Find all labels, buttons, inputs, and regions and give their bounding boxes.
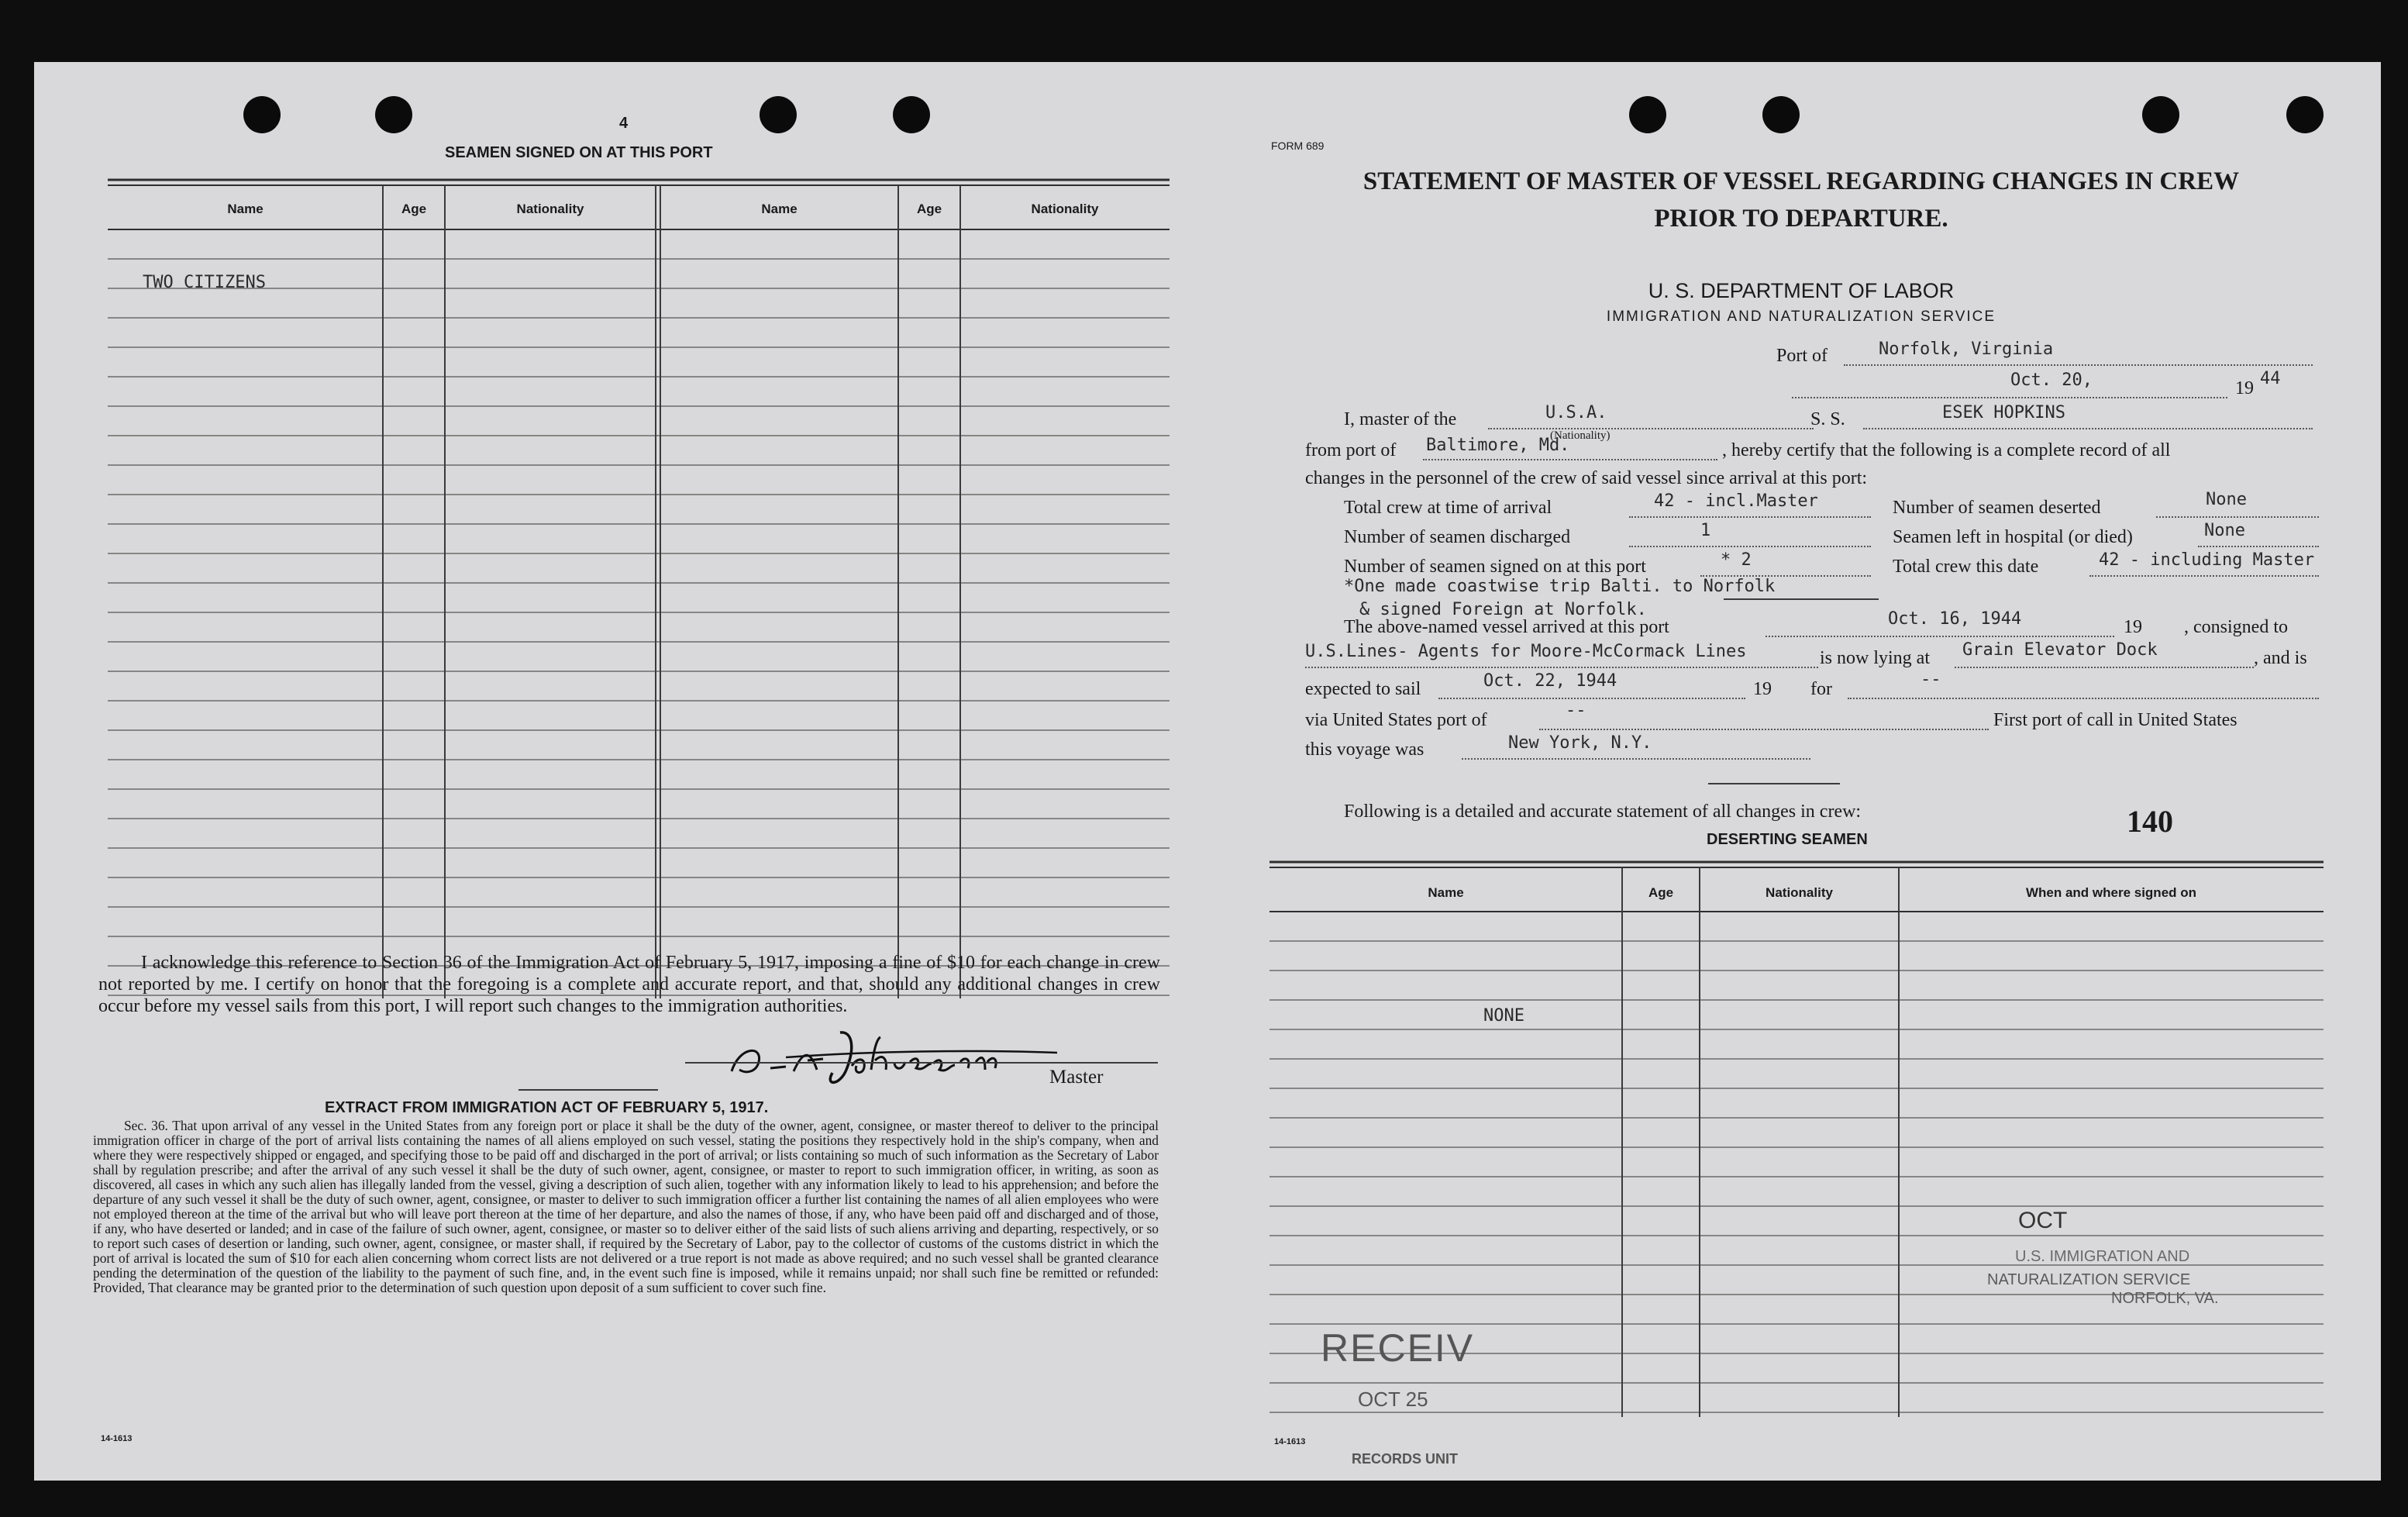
from-port-label: from port of bbox=[1305, 440, 1397, 460]
following-text: Following is a detailed and accurate statement of all changes in crew: bbox=[1344, 802, 1862, 822]
lying-label: is now lying at bbox=[1820, 648, 1930, 668]
expected-line bbox=[1438, 698, 1745, 699]
via-value: -- bbox=[1566, 701, 1586, 720]
extract-text: Sec. 36. That upon arrival of any vessel in the United States from any foreign port or place it shall be the duty of the owner, agent, consignee, or master thereof to deliver to the principal immigration officer in charge of the port of arrival lists containing the names of all aliens employed on such vessel, stating the positions they respectively hold in the ship's company, when and where they were respectively shipped or engaged, and specifying those to be paid off and discharged in the port of arrival; or lists containing so much of such information as the Secretary of Labor shall by regulation prescribe; and after the arrival of any such vessel it shall be the duty of such owner, agent, consignee, or master to report to such immigration officer, in writing, as soon as discovered, all cases in which any such alien has illegally landed from the vessel, giving a description of such alien, together with any information likely to lead to his apprehension; and before the departure of any such vessel it shall be the duty of such owner, agent, consignee, or master to deliver to such immigration officer a further list containing the names of all alien employees who were not employed thereon at the time of the arrival but who will leave port thereon at the time of her departure, and also the names of those, if any, who have been paid off and discharged and of those, if any, who have deserted or landed; and in case of the failure of such owner, agent, consignee, or master so to deliver either of the said lists of such aliens arriving and departing, respectively, or so to report such cases of desertion or landing, such owner, agent, consignee, or master shall, if required by the Secretary of Labor, pay to the collector of customs of the customs district in which the port of arrival is located the sum of $10 for each alien concerning whom correct lists are not delivered or a true report is not made as above required; and no such vessel shall be granted clearance pending the determination of the question of the liability to the payment of such fine, and, in the event such fine is imposed, while it remains unpaid; nor shall such fine be remitted or refunded: Provided, That clearance may be granted prior to the determination of such question upon deposit of a sum sufficient to cover such fine. bbox=[93, 1118, 1159, 1295]
certify-text-2: changes in the personnel of the crew of said vessel since arrival at this port: bbox=[1305, 468, 1868, 488]
note-underline bbox=[1724, 598, 1879, 600]
service-stamp-line-1: U.S. IMMIGRATION AND bbox=[2015, 1248, 2190, 1265]
note-line-2: & signed Foreign at Norfolk. bbox=[1359, 600, 1647, 619]
signed-on-table-grid bbox=[108, 178, 1170, 1000]
service-stamp-line-2: NATURALIZATION SERVICE bbox=[1987, 1271, 2191, 1288]
lying-line bbox=[1955, 667, 2254, 668]
received-stamp: RECEIV bbox=[1321, 1326, 1475, 1370]
arrived-label: The above-named vessel arrived at this port bbox=[1344, 617, 1669, 637]
from-port-line bbox=[1423, 459, 1717, 460]
acknowledgment-text: I acknowledge this reference to Section 36 of the Immigration Act of February 5, 1917, imposing a fine of $10 for each change in crew not reported by me. I certify on honor that the foregoing is a complete and accurate report, and that, should any additional changes in crew occur before my vessel sails from this port, I will report such changes to the immigration authorities. bbox=[98, 953, 1160, 1016]
total-crew-date-value: 42 - including Master bbox=[2099, 550, 2315, 570]
date-stamp: OCT bbox=[2018, 1208, 2068, 1233]
divider bbox=[518, 1089, 658, 1091]
section-title: SEAMEN SIGNED ON AT THIS PORT bbox=[445, 144, 713, 161]
page-number: 4 bbox=[619, 115, 629, 132]
punch-hole bbox=[2142, 96, 2179, 133]
hospital-label: Seamen left in hospital (or died) bbox=[1893, 527, 2133, 547]
records-unit-stamp: RECORDS UNIT bbox=[1352, 1451, 1459, 1467]
date-line bbox=[1792, 397, 2227, 398]
total-crew-date-label: Total crew this date bbox=[1893, 557, 2039, 577]
master-label: Master bbox=[1049, 1067, 1104, 1088]
discharged-line bbox=[1629, 546, 1871, 547]
total-crew-arrival-label: Total crew at time of arrival bbox=[1344, 498, 1552, 518]
discharged-value: 1 bbox=[1700, 521, 1711, 540]
port-of-value: Norfolk, Virginia bbox=[1879, 340, 2054, 359]
col-header-age-2: Age bbox=[916, 202, 942, 216]
signature-line bbox=[685, 1062, 1158, 1064]
first-port-label: First port of call in United States bbox=[1993, 710, 2237, 730]
signed-on-value: * 2 bbox=[1721, 550, 1752, 570]
nationality-caption: (Nationality) bbox=[1550, 429, 1611, 442]
deserted-value: None bbox=[2206, 490, 2247, 509]
col-header-name-2: Name bbox=[761, 202, 797, 216]
via-label: via United States port of bbox=[1305, 710, 1487, 730]
from-port-value: Baltimore, Md. bbox=[1426, 436, 1570, 455]
deserting-title: DESERTING SEAMEN bbox=[1707, 831, 1868, 848]
service-stamp-line-3: NORFOLK, VA. bbox=[2111, 1290, 2219, 1307]
expected-label: expected to sail bbox=[1305, 679, 1421, 699]
nationality-line bbox=[1488, 428, 1814, 429]
punch-hole bbox=[760, 96, 797, 133]
document-sheet bbox=[34, 62, 2381, 1481]
note-line-1: *One made coastwise trip Balti. to Norfolk bbox=[1344, 577, 1776, 596]
col-header-age: Age bbox=[401, 202, 427, 216]
voyage-value: New York, N.Y. bbox=[1508, 733, 1652, 753]
total-crew-arrival-value: 42 - incl.Master bbox=[1654, 491, 1818, 511]
hospital-value: None bbox=[2204, 521, 2245, 540]
extract-title: EXTRACT FROM IMMIGRATION ACT OF FEBRUARY 5, 1917. bbox=[325, 1099, 769, 1116]
signed-on-label: Number of seamen signed on at this port bbox=[1344, 557, 1646, 577]
via-line bbox=[1539, 729, 1989, 730]
punch-hole bbox=[893, 96, 930, 133]
certify-text: , hereby certify that the following is a complete record of all bbox=[1722, 440, 2171, 460]
form-title-line-2: PRIOR TO DEPARTURE. bbox=[1654, 205, 1948, 233]
signed-on-entry: TWO CITIZENS bbox=[143, 273, 266, 292]
voyage-label: this voyage was bbox=[1305, 740, 1424, 760]
col-header-nationality-2: Nationality bbox=[1031, 202, 1099, 216]
year-prefix: 19 bbox=[2235, 378, 2254, 398]
arrived-value: Oct. 16, 1944 bbox=[1888, 609, 2022, 629]
desert-col-header-signed-on: When and where signed on bbox=[2025, 885, 2197, 900]
for-value: -- bbox=[1921, 670, 1941, 689]
and-is-label: , and is bbox=[2254, 648, 2307, 668]
footer-code-right: 14-1613 bbox=[1274, 1437, 1306, 1446]
form-title-line-1: STATEMENT OF MASTER OF VESSEL REGARDING CHANGES IN CREW bbox=[1362, 167, 2240, 195]
consignee-value: U.S.Lines- Agents for Moore-McCormack Lines bbox=[1305, 642, 1747, 661]
divider bbox=[1708, 783, 1840, 784]
desert-col-header-name: Name bbox=[1428, 885, 1464, 900]
ss-label: S. S. bbox=[1810, 409, 1845, 429]
form-number: FORM 689 bbox=[1271, 140, 1325, 152]
port-of-label: Port of bbox=[1776, 346, 1828, 366]
port-of-line bbox=[1844, 364, 2313, 366]
punch-hole bbox=[243, 96, 281, 133]
lying-value: Grain Elevator Dock bbox=[1962, 640, 2158, 660]
department-name: U. S. DEPARTMENT OF LABOR bbox=[1648, 279, 1955, 302]
col-header-nationality: Nationality bbox=[516, 202, 584, 216]
total-crew-date-line bbox=[2089, 575, 2319, 577]
punch-hole bbox=[1629, 96, 1666, 133]
punch-hole bbox=[375, 96, 412, 133]
master-of-label: I, master of the bbox=[1344, 409, 1457, 429]
consigned-label: , consigned to bbox=[2184, 617, 2288, 637]
ship-name-line bbox=[1863, 428, 2313, 429]
date-value: Oct. 20, bbox=[2010, 371, 2093, 390]
voyage-line bbox=[1462, 758, 1810, 760]
footer-code: 14-1613 bbox=[101, 1434, 133, 1443]
ship-name: ESEK HOPKINS bbox=[1942, 403, 2065, 422]
deserted-label: Number of seamen deserted bbox=[1893, 498, 2101, 518]
received-date-stamp: OCT 25 bbox=[1358, 1388, 1428, 1411]
nationality-value: U.S.A. bbox=[1545, 403, 1607, 422]
hospital-line bbox=[2198, 546, 2319, 547]
total-crew-arrival-line bbox=[1629, 516, 1871, 518]
punch-hole bbox=[2286, 96, 2324, 133]
punch-hole bbox=[1762, 96, 1800, 133]
desert-entry: NONE bbox=[1483, 1006, 1524, 1026]
consignee-line bbox=[1305, 667, 1818, 668]
arrived-year: 19 bbox=[2124, 617, 2142, 637]
desert-col-header-age: Age bbox=[1648, 885, 1674, 900]
desert-col-header-nationality: Nationality bbox=[1766, 885, 1833, 900]
for-label: for bbox=[1810, 679, 1832, 699]
col-header-name: Name bbox=[227, 202, 264, 216]
expected-year: 19 bbox=[1753, 679, 1772, 699]
for-line bbox=[1848, 698, 2319, 699]
year-suffix: 44 bbox=[2260, 369, 2281, 388]
discharged-label: Number of seamen discharged bbox=[1344, 527, 1571, 547]
expected-value: Oct. 22, 1944 bbox=[1483, 671, 1617, 691]
arrived-line bbox=[1766, 636, 2114, 637]
service-name: IMMIGRATION AND NATURALIZATION SERVICE bbox=[1606, 309, 1996, 325]
page-number-stamp: 140 bbox=[2127, 804, 2173, 839]
deserted-line bbox=[2156, 516, 2319, 518]
